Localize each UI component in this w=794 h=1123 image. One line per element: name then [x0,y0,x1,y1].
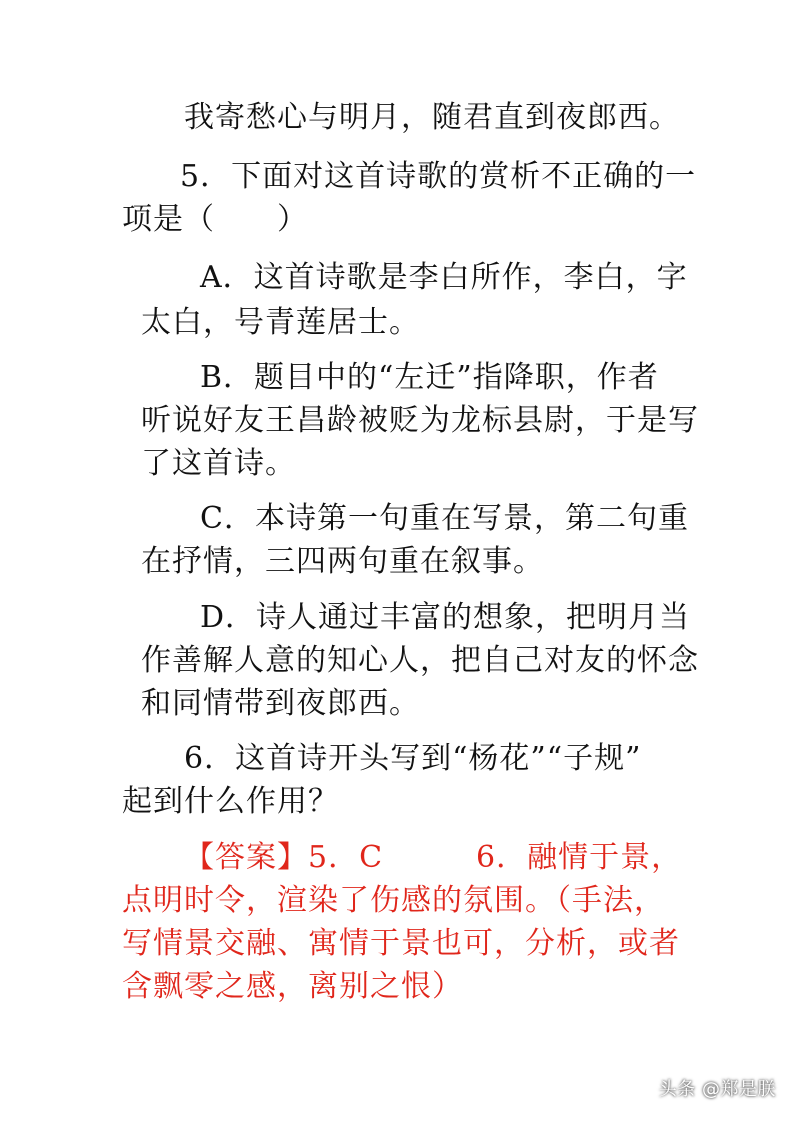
answer-line: 含飘零之感，离别之恨） [122,969,463,1004]
option-a-line: A．这首诗歌是李白所作，李白，字 [200,260,688,295]
watermark: 头条 @郑是朕 [658,1079,776,1100]
option-d-line: D．诗人通过丰富的想象，把明月当 [200,600,691,635]
option-d-line: 作善解人意的知心人，把自己对友的怀念 [141,643,699,678]
question-6-line: 起到什么作用？ [122,784,339,819]
option-b-line: 了这首诗。 [141,446,296,481]
answer-line: 【答案】5．C 6．融情于景， [184,840,683,875]
question-6-line: 6．这首诗开头写到“杨花”“子规” [184,741,642,776]
question-5-line: 项是（ ） [122,202,308,237]
question-5-line: 5．下面对这首诗歌的赏析不正确的一 [180,159,697,194]
answer-line: 写情景交融、寓情于景也可，分析，或者 [122,926,680,961]
poem-line: 我寄愁心与明月，随君直到夜郎西。 [184,100,680,135]
option-c-line: 在抒情，三四两句重在叙事。 [141,544,544,579]
answer-line: 点明时令，渲染了伤感的氛围。（手法， [122,883,665,918]
option-b-line: B．题目中的“左迁”指降职，作者 [200,360,659,395]
option-a-line: 太白，号青莲居士。 [141,305,420,340]
option-c-line: C．本诗第一句重在写景，第二句重 [200,501,689,536]
option-b-line: 听说好友王昌龄被贬为龙标县尉，于是写 [141,403,699,438]
option-d-line: 和同情带到夜郎西。 [141,686,420,721]
